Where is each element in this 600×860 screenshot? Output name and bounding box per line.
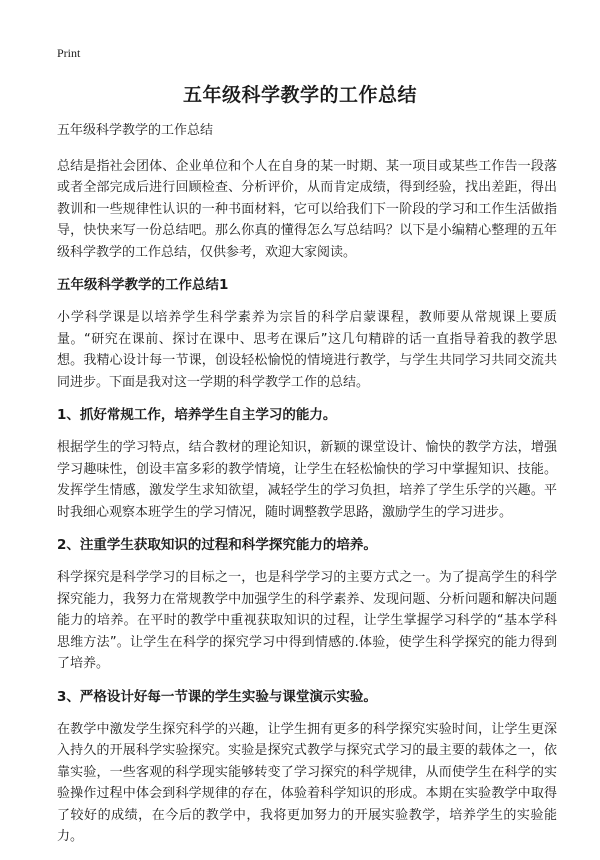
section-heading: 五年级科学教学的工作总结1 bbox=[57, 277, 229, 293]
page-title: 五年级科学教学的工作总结 bbox=[182, 84, 417, 106]
point-3-heading: 3、严格设计好每一节课的学生实验与课堂演示实验。 bbox=[57, 688, 377, 705]
point-2-heading: 2、注重学生获取知识的过程和科学探究能力的培养。 bbox=[57, 537, 377, 553]
point-1-heading: 1、抓好常规工作，培养学生自主学习的能力。 bbox=[57, 407, 337, 423]
section-intro-paragraph: 小学科学课是以培养学生科学素养为宗旨的科学启蒙课程，教师要从常规课上要质量。“研究在课前、探讨在课中、思考在课后”这几句精辟的话一直指导着我的教学思想。我精心设计每一节课，创设轻松愉悦的情境进行教学，与学生共同学习共同交流共同进步。下面是我对这一学期的科学教学工作的总结。 bbox=[57, 310, 557, 390]
article-subtitle: 五年级科学教学的工作总结 bbox=[57, 123, 214, 138]
point-1-paragraph: 根据学生的学习特点，结合教材的理论知识，新颖的课堂设计、愉快的教学方法，增强学习趣味性，创设丰富多彩的教学情境，让学生在轻松愉快的学习中掌握知识、技能。发挥学生情感，激发学生求知欲望，减轻学生的学习负担，培养了学生乐学的兴趣。平时我细心观察本班学生的学习情况，随时调整教学思路，激励学生的学习进步。 bbox=[57, 440, 557, 520]
print-link[interactable]: Print bbox=[57, 46, 81, 60]
intro-paragraph: 总结是指社会团体、企业单位和个人在自身的某一时期、某一项目或某些工作告一段落或者全部完成后进行回顾检查、分析评价，从而肯定成绩，得到经验，找出差距，得出教训和一些规律性认识的一种书面材料，它可以给我们下一阶段的学习和工作生活做指导，快快来写一份总结吧。那么你真的懂得怎么写总结吗？以下是小编精心整理的五年级科学教学的工作总结，仅供参考，欢迎大家阅读。 bbox=[57, 158, 557, 260]
point-3-paragraph: 在教学中激发学生探究科学的兴趣，让学生拥有更多的科学探究实验时间，让学生更深入持久的开展科学实验探究。实验是探究式教学与探究式学习的最主要的载体之一，依靠实验，一些客观的科学现实能够转变了学习探究的科学规律，从而使学生在科学的实验操作过程中体会到科学规律的存在，体验着科学知识的形成。本期在实验教学中取得了较好的成绩，在今后的教学中，我将更加努力的开展实验教学，培养学生的实验能力。 bbox=[57, 721, 557, 844]
point-2-paragraph: 科学探究是科学学习的目标之一，也是科学学习的主要方式之一。为了提高学生的科学探究能力，我努力在常规教学中加强学生的科学素养、发现问题、分析问题和解决问题能力的培养。在平时的教学中重视获取知识的过程，让学生掌握学习科学的“基本学科思维方法”。让学生在科学的探究学习中得到情感的.体验，使学生科学探究的能力得到了培养。 bbox=[57, 570, 557, 671]
article-body bbox=[57, 120, 557, 860]
